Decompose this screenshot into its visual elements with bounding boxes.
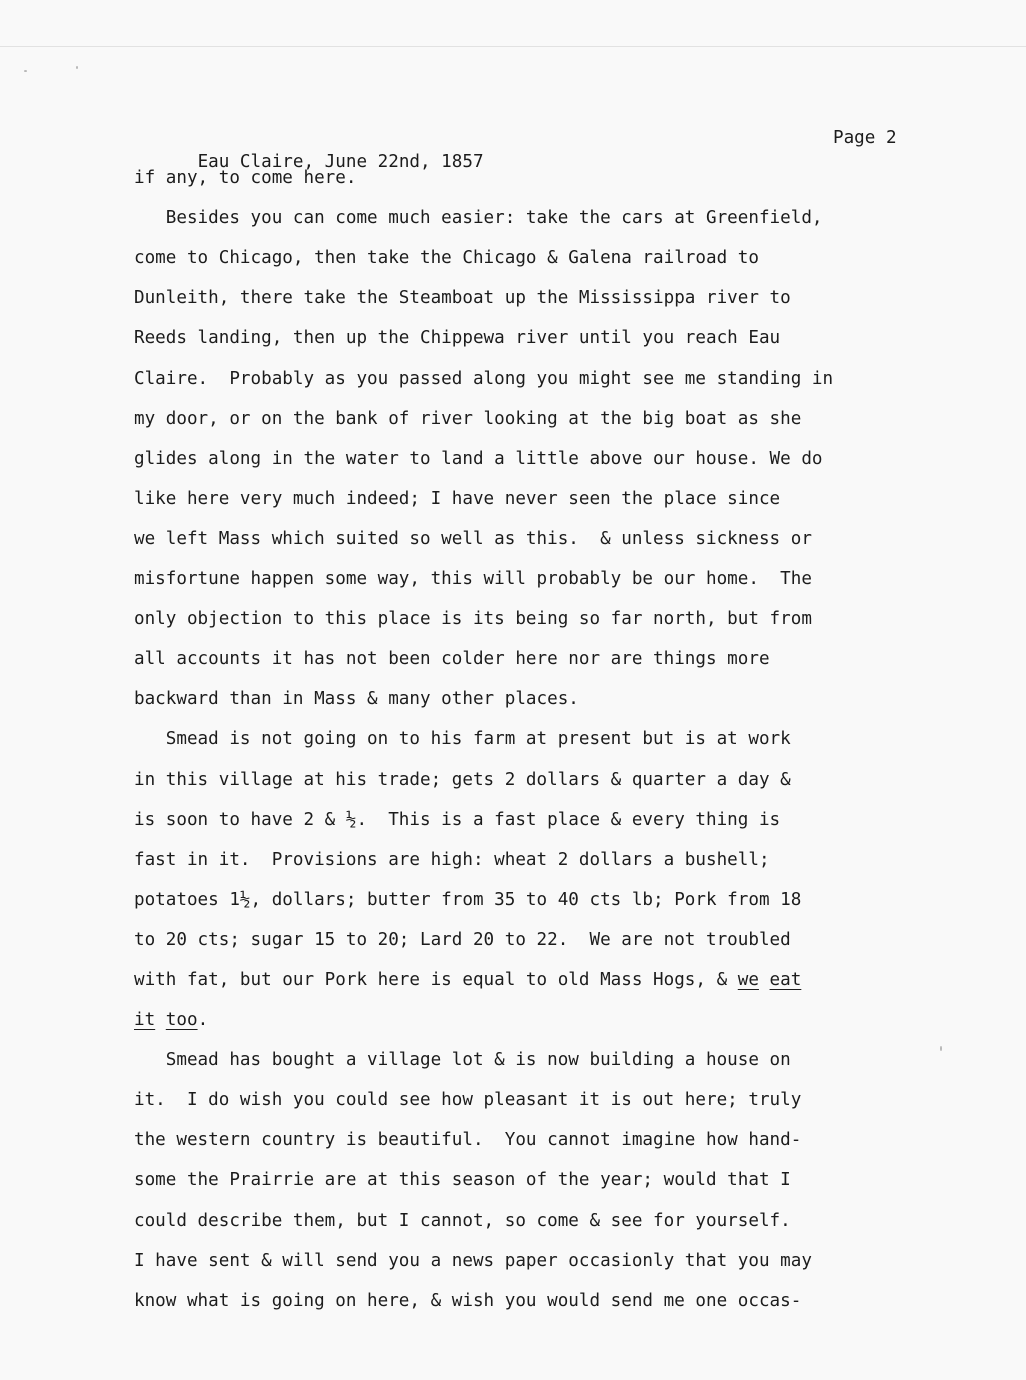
text-line: know what is going on here, & wish you would send me one occas- <box>134 1290 802 1311</box>
text-line: is soon to have 2 & ½. This is a fast place & every thing is <box>134 809 781 830</box>
text-line: fast in it. Provisions are high: wheat 2 dollars a bushell; <box>134 849 770 870</box>
text-line: in this village at his trade; gets 2 dollars & quarter a day & <box>134 769 791 790</box>
paper-edge <box>0 46 1026 47</box>
text-line <box>134 968 934 1008</box>
text-line: if any, to come here. <box>134 168 357 189</box>
paper-speck <box>76 66 78 69</box>
text-line: potatoes 1½, dollars; butter from 35 to 40 cts lb; Pork from 18 <box>134 889 802 910</box>
text-line: all accounts it has not been colder here nor are things more <box>134 649 770 670</box>
paper-speck <box>24 70 27 72</box>
text-line: Smead is not going on to his farm at present but is at work <box>134 729 791 750</box>
text-fragment: . <box>197 1010 209 1031</box>
text-fragment <box>155 1010 166 1030</box>
text-fragment: with fat, but our Pork here is equal to old Mass Hogs, & <box>134 969 738 990</box>
text-line: backward than in Mass & many other places. <box>134 689 579 710</box>
text-line: like here very much indeed; I have never seen the place since <box>134 488 781 509</box>
page-number: Page 2 <box>833 128 897 148</box>
text-line: it. I do wish you could see how pleasant it is out here; truly <box>134 1090 802 1111</box>
text-fragment <box>759 970 770 990</box>
place-date: Eau Claire, June 22nd, 1857 <box>197 152 484 172</box>
underlined-word: too <box>165 1010 198 1031</box>
text-line <box>134 1008 934 1048</box>
text-line: misfortune happen some way, this will probably be our home. The <box>134 569 812 590</box>
underlined-word: we <box>737 969 759 990</box>
text-line: come to Chicago, then take the Chicago & Galena railroad to <box>134 248 759 269</box>
text-line: Dunleith, there take the Steamboat up the Mississippa river to <box>134 288 791 309</box>
underlined-word: it <box>134 1010 156 1031</box>
text-line: glides along in the water to land a little above our house. We do <box>134 448 823 469</box>
text-line: I have sent & will send you a news paper occasionly that you may <box>134 1250 812 1271</box>
text-line: Claire. Probably as you passed along you might see me standing in <box>134 368 834 389</box>
text-line: Reeds landing, then up the Chippewa river until you reach Eau <box>134 328 781 349</box>
text-line: my door, or on the bank of river looking at the big boat as she <box>134 408 802 429</box>
text-line: Smead has bought a village lot & is now building a house on <box>134 1050 791 1071</box>
text-line: Besides you can come much easier: take the cars at Greenfield, <box>134 208 823 229</box>
text-line: the western country is beautiful. You cannot imagine how hand- <box>134 1130 802 1151</box>
paper-speck <box>940 1046 942 1051</box>
text-line: we left Mass which suited so well as this. & unless sickness or <box>134 528 812 549</box>
letter-text <box>134 126 934 1329</box>
text-line: some the Prairrie are at this season of the year; would that I <box>134 1170 791 1191</box>
text-line: only objection to this place is its being so far north, but from <box>134 609 812 630</box>
text-line: to 20 cts; sugar 15 to 20; Lard 20 to 22. We are not troubled <box>134 929 791 950</box>
letter-header <box>134 126 934 172</box>
underlined-word: eat <box>769 969 802 990</box>
text-line: could describe them, but I cannot, so come & see for yourself. <box>134 1210 791 1231</box>
